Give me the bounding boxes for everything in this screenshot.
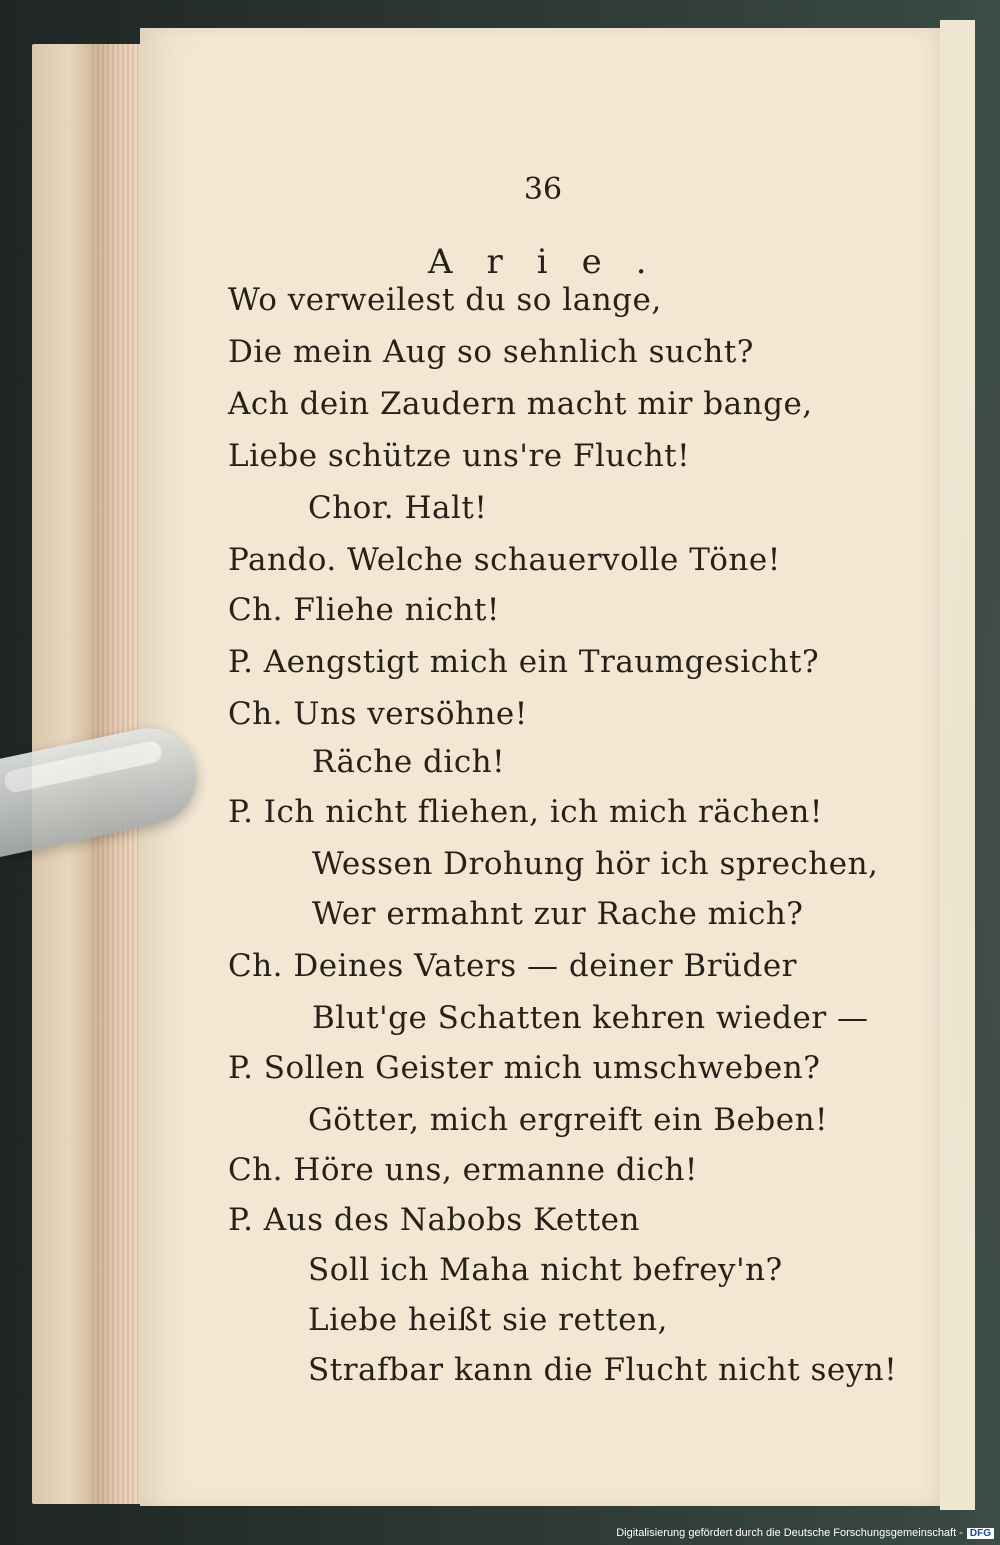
heading: Arie.	[428, 242, 681, 282]
verse-line: Ch. Deines Vaters — deiner Brüder	[228, 948, 798, 984]
verse-line: P. Aengstigt mich ein Traumgesicht?	[228, 644, 820, 680]
verse-line: Pando. Welche schauervolle Töne!	[228, 542, 781, 578]
verse-line: Die mein Aug so sehnlich sucht?	[228, 334, 754, 370]
verse-line: Blut'ge Schatten kehren wieder —	[312, 1000, 869, 1036]
verse-line: P. Sollen Geister mich umschweben?	[228, 1050, 821, 1086]
verse-line: Räche dich!	[312, 744, 506, 780]
footer-credit	[616, 1527, 994, 1539]
verse-line: Strafbar kann die Flucht nicht seyn!	[308, 1352, 898, 1388]
verse-line: Wessen Drohung hör ich sprechen,	[312, 846, 879, 882]
verse-line: Götter, mich ergreift ein Beben!	[308, 1102, 828, 1138]
verse-line: Ach dein Zaudern macht mir bange,	[228, 386, 813, 422]
bleed-through	[930, 268, 1000, 1368]
verse-line: Wo verweilest du so lange,	[228, 282, 662, 318]
verse-line: Ch. Uns versöhne!	[228, 696, 528, 732]
verse-line: Wer ermahnt zur Rache mich?	[312, 896, 804, 932]
verse-line: Soll ich Maha nicht befrey'n?	[308, 1252, 783, 1288]
verse-line: Liebe heißt sie retten,	[308, 1302, 668, 1338]
dfg-logo: DFG	[967, 1528, 994, 1539]
footer-text: Digitalisierung gefördert durch die Deutsche Forschungsgemeinschaft -	[616, 1527, 963, 1539]
verse-line: Ch. Fliehe nicht!	[228, 592, 500, 628]
verse-line: Liebe schütze uns're Flucht!	[228, 438, 691, 474]
page-number: 36	[523, 172, 563, 207]
verse-line: Chor. Halt!	[308, 490, 488, 526]
verse-line: Ch. Höre uns, ermanne dich!	[228, 1152, 698, 1188]
verse-line: P. Aus des Nabobs Ketten	[228, 1202, 640, 1238]
verse-line: P. Ich nicht fliehen, ich mich rächen!	[228, 794, 823, 830]
